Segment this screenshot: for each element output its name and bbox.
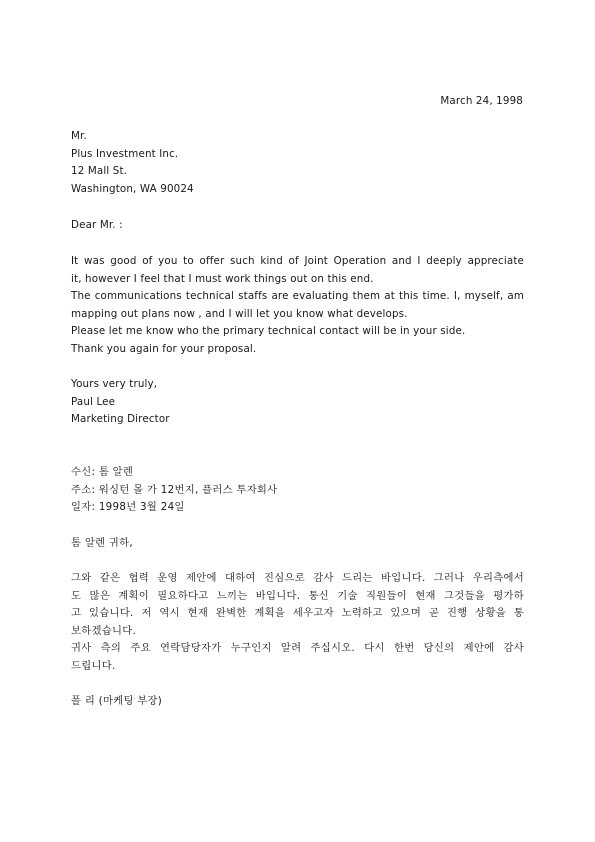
- closing-block: [71, 376, 524, 429]
- body-line: mapping out plans now , and I will let you know what develops.: [71, 307, 408, 320]
- korean-header: [71, 464, 524, 517]
- signer-title: Marketing Director: [71, 413, 170, 425]
- recipient-address: [71, 128, 524, 198]
- address-line: Washington, WA 90024: [71, 182, 194, 195]
- address-line: Mr.: [71, 130, 87, 142]
- signer-name: Paul Lee: [71, 395, 116, 408]
- korean-body-line: 드립니다.: [71, 659, 116, 672]
- body-line: Please let me know who the primary technical contact will be in your side.: [71, 325, 466, 337]
- letter-body: [71, 253, 524, 358]
- korean-signature: [71, 693, 524, 711]
- body-line: The communications technical staffs are evaluating them at this time. I, myself, am: [71, 290, 524, 302]
- salutation-text: Dear Mr. :: [71, 219, 123, 231]
- letter-date: March 24, 1998: [440, 95, 523, 107]
- body-line: Thank you again for your proposal.: [71, 342, 257, 355]
- korean-header-line: 주소: 워싱턴 몰 가 12번지, 플러스 투자회사: [71, 483, 278, 496]
- address-line: 12 Mall St.: [71, 165, 128, 177]
- korean-body-line: 고 있습니다. 저 역시 현재 완벽한 계획을 세우고자 노력하고 있으며 곧 진행 상황을 통: [71, 607, 524, 619]
- korean-body-line: 도 많은 계획이 필요하다고 느끼는 바입니다. 통신 기술 직원들이 현재 그것들을 평가하: [71, 589, 524, 602]
- korean-body: [71, 570, 524, 675]
- korean-body-line: 귀사 측의 주요 연락담당자가 누구인지 알려 주십시오. 다시 한번 당신의 제안에 감사: [71, 642, 524, 654]
- closing-text: Yours very truly,: [71, 378, 158, 390]
- korean-salutation-text: 톰 알렌 귀하,: [71, 537, 133, 549]
- body-line: it, however I feel that I must work things out on this end.: [71, 272, 374, 285]
- korean-header-line: 수신: 톰 알렌: [71, 466, 134, 478]
- salutation: [71, 217, 524, 235]
- korean-body-line: 그와 같은 협력 운영 제안에 대하여 진심으로 감사 드리는 바입니다. 그러나 우리측에서: [71, 572, 524, 584]
- korean-salutation: [71, 535, 524, 553]
- korean-signature-text: 폴 리 (마케팅 부장): [71, 695, 163, 707]
- korean-body-line: 보하겠습니다.: [71, 624, 137, 637]
- korean-header-line: 일자: 1998년 3월 24일: [71, 501, 185, 513]
- body-line: It was good of you to offer such kind of Joint Operation and I deeply appreciate: [71, 255, 524, 267]
- address-line: Plus Investment Inc.: [71, 147, 179, 160]
